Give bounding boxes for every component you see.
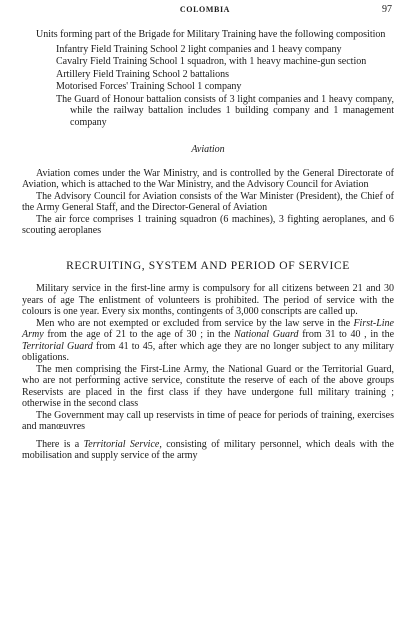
page-number: 97 [382, 4, 392, 15]
list-item: Artillery Field Training School 2 battalions [56, 68, 230, 80]
recruiting-paragraph [22, 439, 394, 462]
aviation-heading: Aviation [191, 144, 225, 155]
page-body [22, 29, 394, 462]
recruiting-heading: RECRUITING, SYSTEM AND PERIOD OF SERVICE [66, 259, 350, 272]
text-run: There is a [36, 438, 84, 450]
text-run: Men who are not exempted or excluded from service by the law serve in the [36, 317, 354, 329]
aviation-paragraph: The air force comprises 1 training squadron (6 machines), 3 fighting aeroplanes, and 6 scouting aeroplanes [22, 213, 394, 236]
recruiting-paragraph: The men comprising the First-Line Army, the National Guard or the Territorial Guard, who are not performing active service, constitute the reserve of each of the above groups Reservists are placed in the first class if they have undergone full military training ; otherwise in the second class [22, 363, 394, 409]
italic-term: First-Line Army [22, 317, 394, 340]
text-run: from 41 to 45, after which age they are no longer subject to any military obligations. [22, 340, 394, 363]
text-run: from the age of 21 to the age of 30 ; in the [43, 329, 235, 340]
list-item: Motorised Forces' Training School 1 company [56, 81, 242, 92]
recruiting-paragraph [22, 318, 394, 364]
unit-list [56, 44, 394, 129]
aviation-paragraph: Aviation comes under the War Ministry, and is controlled by the General Directorate of Aviation, which is attached to the War Ministry, and the Advisory Council for Aviation [22, 167, 394, 190]
aviation-paragraph: The Advisory Council for Aviation consists of the War Minister (President), the Chief of the Army General Staff, and the Director-General of Aviation [22, 190, 394, 213]
list-item: Infantry Field Training School 2 light companies and 1 heavy company [56, 43, 342, 55]
recruiting-paragraph: The Government may call up reservists in time of peace for periods of training, exercises and manœuvres [22, 409, 394, 432]
text-run: from 31 to 40 , in the [298, 329, 395, 340]
running-title: COLOMBIA [179, 5, 231, 14]
intro-paragraph: Units forming part of the Brigade for Military Training have the following composition [36, 29, 386, 40]
text-run: , consisting of military personnel, which deals with the mobilisation and supply service of the army [22, 438, 394, 461]
italic-term: Territorial Service [83, 438, 160, 450]
italic-term: National Guard [234, 329, 299, 340]
italic-term: Territorial Guard [22, 340, 93, 352]
page-header [0, 5, 410, 19]
recruiting-paragraph: Military service in the first-line army is compulsory for all citizens between 21 and 30 years of age The enlistment of volunteers is prohibited. The period of service with the colours is one year. Every six months, contingents of 3,000 conscripts are called up. [22, 283, 394, 317]
list-item: Cavalry Field Training School 1 squadron, with 1 heavy machine-gun section [56, 56, 367, 67]
list-item: The Guard of Honour battalion consists of 3 light companies and 1 heavy company, while the railway battalion includes 1 building company and 1 management company [56, 93, 394, 128]
